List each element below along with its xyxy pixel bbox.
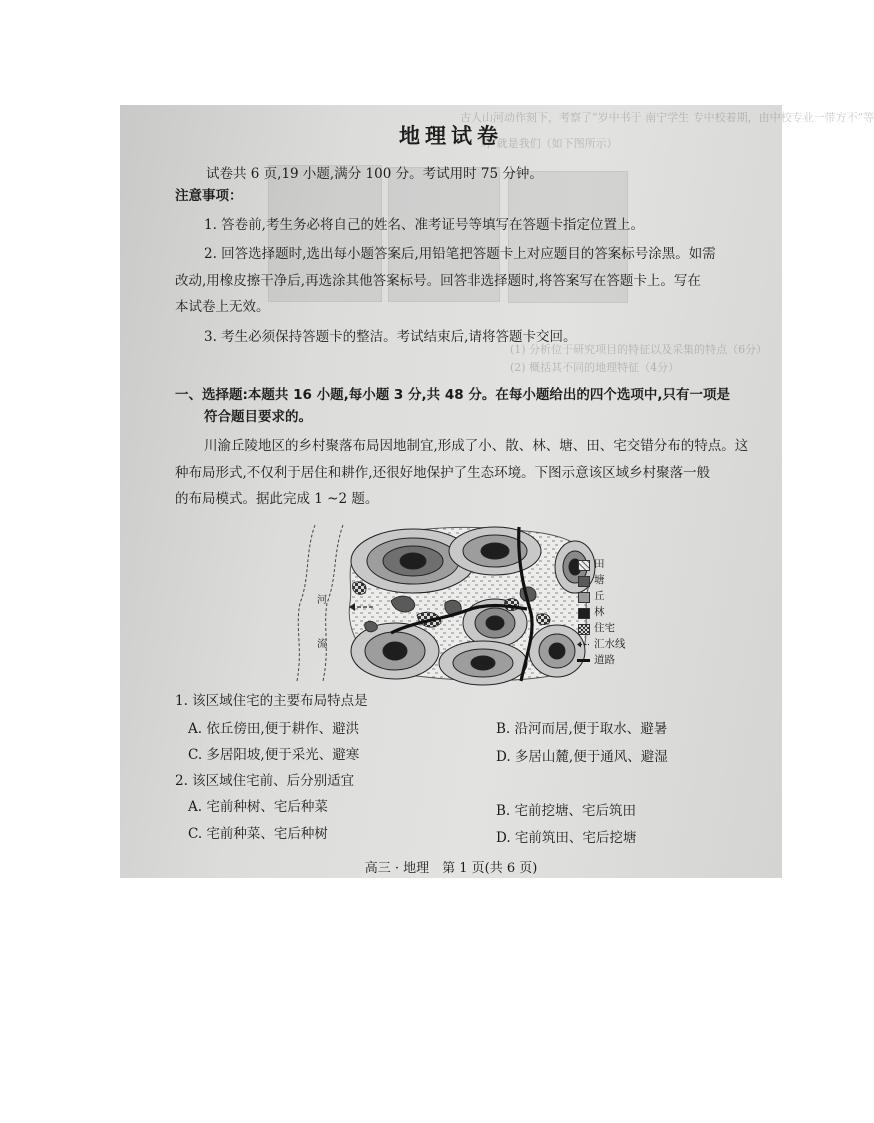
arrow-line-icon [576, 638, 590, 651]
section-heading: 一、选择题:本题共 16 小题,每小题 3 分,共 48 分。在每小题给出的四个选项中,只有一项是 [175, 387, 730, 403]
hill-swatch-icon [578, 592, 590, 603]
river-bank-left [297, 525, 315, 681]
legend-label: 道路 [594, 654, 615, 666]
scanned-page [120, 105, 874, 878]
legend-label: 汇水线 [594, 638, 626, 650]
field-pattern-icon [578, 560, 590, 571]
passage-text: 川渝丘陵地区的乡村聚落布局因地制宜,形成了小、散、林、塘、田、宅交错分布的特点。这 [204, 438, 749, 454]
option-b: B. 宅前挖塘、宅后筑田 [496, 803, 637, 819]
hill [439, 641, 527, 685]
page-footer: 高三 · 地理 第 1 页(共 6 页) [364, 861, 538, 876]
exam-intro: 试卷共 6 页,19 小题,满分 100 分。考试用时 75 分钟。 [206, 166, 543, 182]
option-c: C. 宅前种菜、宅后种树 [188, 826, 328, 842]
page-title: 地理试卷 [399, 124, 503, 148]
legend-label: 塘 [594, 574, 605, 586]
hill [449, 527, 541, 575]
notice-item: 3. 考生必须保持答题卡的整洁。考试结束后,请将答题卡交回。 [204, 329, 577, 345]
forest-swatch-icon [578, 608, 590, 619]
bleed-text: (1) 分析位于研究项目的特征以及采集的特点（6分） [510, 343, 768, 356]
pond-swatch-icon [578, 576, 590, 587]
section-heading: 符合题目要求的。 [204, 409, 312, 425]
housing-checker-icon [578, 624, 590, 635]
notice-item: 改动,用橡皮擦干净后,再选涂其他答案标号。回答非选择题时,将答案写在答题卡上。写在 [175, 273, 701, 289]
notice-item: 2. 回答选择题时,选出每小题答案后,用铅笔把答题卡上对应题目的答案标号涂黑。如需 [204, 246, 716, 262]
option-a: A. 依丘傍田,便于耕作、避洪 [188, 721, 360, 737]
option-b: B. 沿河而居,便于取水、避暑 [496, 721, 668, 737]
passage-text: 种布局形式,不仅利于居住和耕作,还很好地保护了生态环境。下图示意该区域乡村聚落一般 [175, 465, 711, 481]
notice-item: 本试卷上无效。 [175, 299, 270, 315]
option-c: C. 多居阳坡,便于采光、避寒 [188, 747, 360, 763]
bleed-text: (2) 概括其不同的地理特征（4分） [510, 361, 680, 374]
option-d: D. 多居山麓,便于通风、避湿 [496, 749, 668, 765]
notice-item: 1. 答卷前,考生务必将自己的姓名、准考证号等填写在答题卡指定位置上。 [204, 217, 644, 233]
river-label: 河 [317, 595, 327, 606]
bleed-text: 对”就是我们（如下图所示） [480, 137, 618, 150]
option-d: D. 宅前筑田、宅后挖塘 [496, 830, 637, 846]
hill [529, 625, 585, 677]
legend-label: 林 [594, 606, 605, 618]
passage-text: 的布局模式。据此完成 1 ~2 题。 [175, 491, 379, 507]
thick-line-icon [576, 654, 590, 667]
legend-label: 丘 [594, 590, 605, 602]
legend-label: 住宅 [594, 622, 615, 634]
question-stem: 2. 该区域住宅前、后分别适宜 [175, 773, 355, 789]
question-stem: 1. 该区域住宅的主要布局特点是 [175, 693, 368, 709]
notice-heading: 注意事项： [175, 188, 243, 204]
river-label: 流 [317, 639, 327, 650]
bleed-text: 古人山河动作刻下，考察了“岁中书于 南宁学生 专中校着期，由中校专业一带方不”等 [460, 111, 874, 124]
option-a: A. 宅前种树、宅后种菜 [188, 799, 328, 815]
legend-label: 田 [594, 558, 605, 570]
